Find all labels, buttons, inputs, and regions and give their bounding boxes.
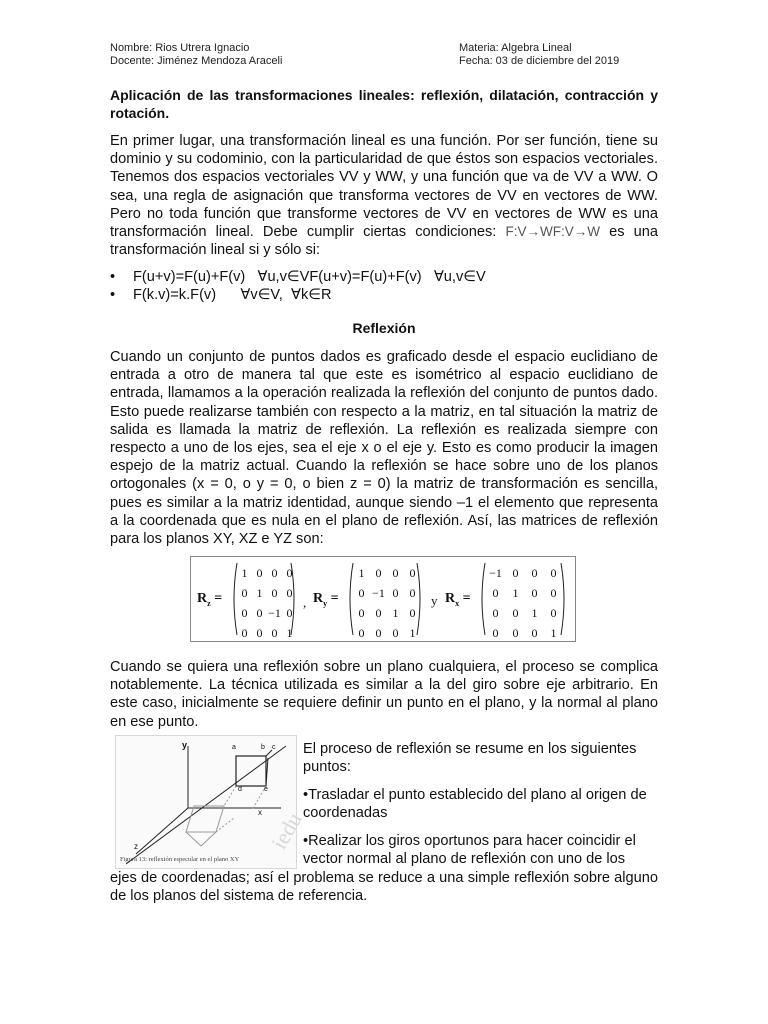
matrix-rz: 1 0 0 0 0 1 0 0 0 0 −1 0 0 0 0 1 [241, 565, 293, 640]
condition-text: F(k.v)=k.F(v) ∀v∈V, ∀k∈R [133, 287, 332, 303]
step-translate: •Trasladar el punto establecido del plano al origen de coordenadas [303, 787, 647, 822]
condition-additivity [110, 268, 486, 286]
intro-formula: F:V→WF:V→W [505, 224, 600, 240]
matrix-label-rx: $R_x$ = [445, 591, 471, 608]
matrix-separator-y: y [431, 593, 438, 608]
matrix-ry: 1 0 0 0 0 −1 0 0 0 0 1 0 0 0 0 1 [358, 565, 416, 640]
matrix-separator-comma: , [303, 595, 307, 610]
intro-end: es una transformación lineal si y sólo si: [110, 224, 659, 259]
reflection-matrices [190, 556, 576, 642]
document-date: Fecha: 03 de diciembre del 2019 [459, 55, 620, 67]
arbitrary-plane-paragraph: Cuando se quiera una reflexión sobre un plano cualquiera, el proceso se complica notablemente. La técnica utilizada es similar a la del giro sobre eje arbitrario. En este caso, inicialmente se requiere definir un punto en el plano, y la normal al plano en ese punto. [110, 659, 658, 730]
step-rotate-continued: ejes de coordenadas; así el problema se reduce a una simple reflexión sobre alguno de los planos del sistema de referencia. [110, 870, 658, 905]
section-title-reflexion: Reflexión [352, 320, 416, 336]
watermark-text: iedu [266, 808, 307, 854]
reflection-figure [115, 735, 307, 869]
intro-text: En primer lugar, una transformación lineal es una función. Por ser función, tiene su dominio y su codominio, con la particularidad de que éstos son espacios vectoriales. Tenemos dos espacios vectoriales VV y WW, y una función que va de VV a WW. O sea, una regla de asignación que transforma vectores de VV en vectores de WW. Pero no toda función que transforme vectores de VV en vectores de WW es una transformación lineal. Debe cumplir ciertas condiciones: [110, 133, 658, 241]
label-axis-y: y [182, 740, 188, 750]
bullet-icon: • [110, 269, 116, 285]
step-rotate: •Realizar los giros oportunos para hacer coincidir el vector normal al plano de reflexión con uno de los [303, 833, 636, 868]
bullet-icon: • [110, 287, 116, 303]
intro-paragraph [110, 132, 658, 259]
label-point-e: e [264, 786, 268, 793]
matrix-label-rz: $R_z$ = [197, 591, 223, 608]
label-axis-z: z [134, 842, 138, 851]
matrix-label-ry: $R_y$ = [313, 591, 339, 608]
condition-text: F(u+v)=F(u)+F(v) ∀u,v∈VF(u+v)=F(u)+F(v) ∀u,v∈V [133, 269, 486, 285]
side-intro: El proceso de reflexión se resume en los siguientes puntos: [303, 741, 637, 776]
label-point-d: d [238, 786, 242, 793]
label-point-b: b [261, 744, 265, 751]
student-name: Nombre: Rios Utrera Ignacio [110, 42, 250, 54]
condition-homogeneity [110, 286, 332, 304]
subject-name: Materia: Algebra Lineal [459, 42, 572, 54]
label-point-a: a [232, 744, 236, 751]
figure-caption: Figura 13: reflexión especular en el plano XY [120, 856, 240, 863]
reflection-paragraph: Cuando un conjunto de puntos dados es graficado desde el espacio euclidiano de entrada a otro de manera tal que este es isométrico al espacio euclidiano de entrada, llamamos a la operación realizada la reflexión del conjunto de puntos dado. Esto puede realizarse también con respecto a la matriz, en tal situación la matriz de salida es llamada la matriz de reflexión. La reflexión es realizada siempre con respecto a uno de los ejes, sea el eje x o el eje y. Esto es como producir la imagen espejo de la matriz actual. Cuando la reflexión se hace sobre uno de los planos ortogonales (x = 0, o y = 0, o bien z = 0) la matriz de transformación es sencilla, pues es similar a la matriz identidad, aunque siendo –1 el elemento que representa a la coordenada que es nula en el plano de reflexión. Así, las matrices de reflexión para los planos XY, XZ e YZ son: [110, 349, 658, 548]
document-title: Aplicación de las transformaciones lineales: reflexión, dilatación, contracción y rotación. [110, 87, 658, 121]
label-point-c: c [272, 744, 276, 751]
label-axis-x: x [258, 808, 262, 817]
matrix-rx: −1 0 0 0 0 1 0 0 0 0 1 0 0 0 0 1 [489, 565, 557, 640]
reflection-diagram [116, 736, 296, 868]
teacher-name: Docente: Jiménez Mendoza Araceli [110, 55, 283, 67]
